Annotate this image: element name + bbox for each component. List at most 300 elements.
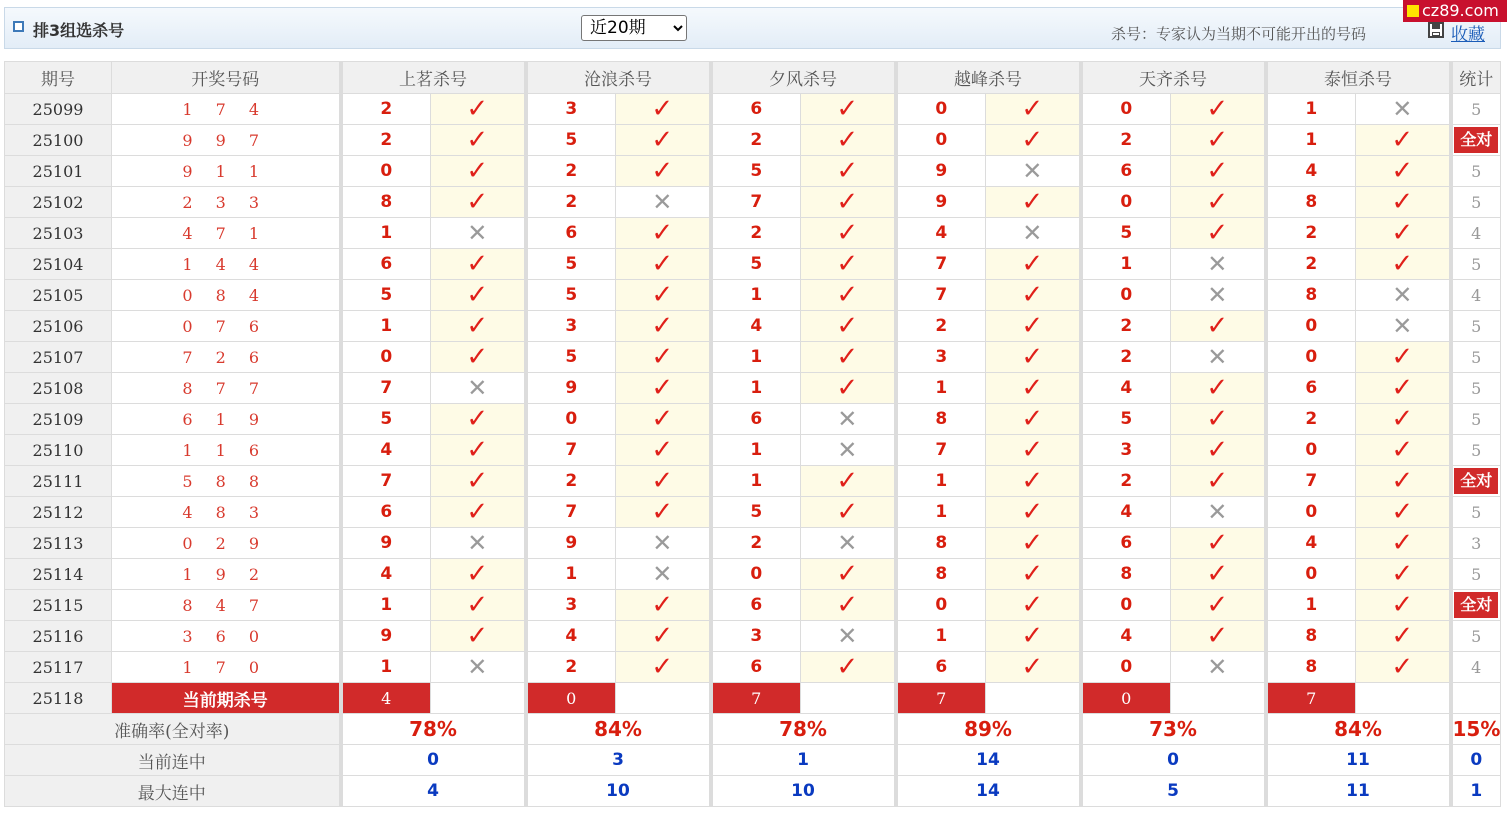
empty-cell xyxy=(986,683,1081,714)
issue-cell: 25099 xyxy=(5,94,112,125)
check-icon: ✓ xyxy=(801,497,896,528)
kill-number-cell: 8 xyxy=(1266,652,1356,683)
issue-cell: 25116 xyxy=(5,621,112,652)
kill-number-cell: 4 xyxy=(341,559,431,590)
kill-number-cell: 0 xyxy=(1081,280,1171,311)
kill-number-cell: 4 xyxy=(711,311,801,342)
check-icon: ✓ xyxy=(801,156,896,187)
current-kill-number: 7 xyxy=(711,683,801,714)
kill-number-cell: 1 xyxy=(896,373,986,404)
draw-number-cell: 1 1 6 xyxy=(112,435,341,466)
check-icon: ✓ xyxy=(986,373,1081,404)
kill-number-cell: 1 xyxy=(711,280,801,311)
check-icon: ✓ xyxy=(616,590,711,621)
check-icon: ✓ xyxy=(986,280,1081,311)
cross-icon: ✕ xyxy=(1171,342,1266,373)
check-icon: ✓ xyxy=(1171,559,1266,590)
stat-cell: 5 xyxy=(1451,559,1501,590)
kill-number-cell: 2 xyxy=(526,466,616,497)
table-row xyxy=(5,559,1501,590)
check-icon: ✓ xyxy=(801,94,896,125)
kill-number-cell: 2 xyxy=(711,218,801,249)
check-icon: ✓ xyxy=(986,621,1081,652)
check-icon: ✓ xyxy=(801,342,896,373)
check-icon: ✓ xyxy=(1356,590,1451,621)
issue-cell: 25112 xyxy=(5,497,112,528)
check-icon: ✓ xyxy=(1171,528,1266,559)
issue-cell: 25104 xyxy=(5,249,112,280)
stat-cell: 5 xyxy=(1451,621,1501,652)
kill-number-cell: 8 xyxy=(1266,187,1356,218)
check-icon: ✓ xyxy=(431,311,526,342)
summary-label: 当前连中 xyxy=(5,745,341,776)
draw-number-cell: 4 8 3 xyxy=(112,497,341,528)
kill-number-cell: 5 xyxy=(711,497,801,528)
kill-number-cell: 2 xyxy=(526,187,616,218)
check-icon: ✓ xyxy=(616,435,711,466)
current-kill-label: 当前期杀号 xyxy=(112,683,341,714)
kill-number-cell: 1 xyxy=(1266,590,1356,621)
kill-number-cell: 3 xyxy=(1081,435,1171,466)
kill-number-cell: 2 xyxy=(1081,125,1171,156)
cross-icon: ✕ xyxy=(801,435,896,466)
kill-number-cell: 0 xyxy=(1266,435,1356,466)
draw-number-cell: 0 7 6 xyxy=(112,311,341,342)
check-icon: ✓ xyxy=(616,497,711,528)
kill-number-cell: 7 xyxy=(526,497,616,528)
issue-cell: 25100 xyxy=(5,125,112,156)
check-icon: ✓ xyxy=(431,94,526,125)
kill-number-cell: 8 xyxy=(896,559,986,590)
kill-number-cell: 2 xyxy=(711,528,801,559)
stat-cell: 5 xyxy=(1451,94,1501,125)
cross-icon: ✕ xyxy=(986,156,1081,187)
kill-number-cell: 7 xyxy=(711,187,801,218)
kill-number-cell: 7 xyxy=(1266,466,1356,497)
check-icon: ✓ xyxy=(1356,156,1451,187)
kill-number-cell: 3 xyxy=(526,590,616,621)
stat-cell: 4 xyxy=(1451,218,1501,249)
check-icon: ✓ xyxy=(1171,156,1266,187)
cross-icon: ✕ xyxy=(431,652,526,683)
summary-value: 11 xyxy=(1266,745,1451,776)
kill-number-cell: 2 xyxy=(341,125,431,156)
stat-cell: 5 xyxy=(1451,249,1501,280)
kill-note: 杀号：专家认为当期不可能开出的号码 xyxy=(1111,25,1367,43)
accuracy-row xyxy=(5,714,1501,745)
current-period-row xyxy=(5,683,1501,714)
check-icon: ✓ xyxy=(1356,187,1451,218)
check-icon: ✓ xyxy=(801,559,896,590)
check-icon: ✓ xyxy=(616,311,711,342)
cross-icon: ✕ xyxy=(431,373,526,404)
draw-number-cell: 4 7 1 xyxy=(112,218,341,249)
issue-cell: 25103 xyxy=(5,218,112,249)
kill-number-cell: 0 xyxy=(711,559,801,590)
table-row xyxy=(5,435,1501,466)
check-icon: ✓ xyxy=(616,94,711,125)
kill-number-cell: 0 xyxy=(1081,590,1171,621)
issue-cell: 25106 xyxy=(5,311,112,342)
kill-number-cell: 9 xyxy=(896,156,986,187)
empty-cell xyxy=(1451,683,1501,714)
check-icon: ✓ xyxy=(801,466,896,497)
col-expert-2: 沧浪杀号 xyxy=(526,62,711,94)
draw-number-cell: 8 4 7 xyxy=(112,590,341,621)
kill-number-cell: 6 xyxy=(711,404,801,435)
kill-number-cell: 5 xyxy=(1081,404,1171,435)
kill-number-cell: 5 xyxy=(526,249,616,280)
summary-stat: 0 xyxy=(1451,745,1501,776)
draw-number-cell: 9 9 7 xyxy=(112,125,341,156)
kill-number-cell: 6 xyxy=(341,249,431,280)
kill-number-cell: 4 xyxy=(341,435,431,466)
kill-table xyxy=(4,61,1501,807)
cross-icon: ✕ xyxy=(1356,94,1451,125)
table-row xyxy=(5,590,1501,621)
summary-value: 78% xyxy=(711,714,896,745)
draw-number-cell: 0 2 9 xyxy=(112,528,341,559)
check-icon: ✓ xyxy=(616,466,711,497)
kill-number-cell: 9 xyxy=(526,528,616,559)
kill-number-cell: 6 xyxy=(896,652,986,683)
kill-number-cell: 7 xyxy=(896,435,986,466)
draw-number-cell: 1 7 0 xyxy=(112,652,341,683)
check-icon: ✓ xyxy=(616,621,711,652)
cross-icon: ✕ xyxy=(616,187,711,218)
stat-cell: 5 xyxy=(1451,156,1501,187)
check-icon: ✓ xyxy=(431,466,526,497)
kill-number-cell: 6 xyxy=(711,590,801,621)
kill-number-cell: 1 xyxy=(341,652,431,683)
summary-value: 5 xyxy=(1081,776,1266,807)
draw-number-cell: 7 2 6 xyxy=(112,342,341,373)
check-icon: ✓ xyxy=(801,373,896,404)
summary-value: 4 xyxy=(341,776,526,807)
brand-square-icon xyxy=(1407,5,1419,17)
cross-icon: ✕ xyxy=(616,528,711,559)
check-icon: ✓ xyxy=(1356,435,1451,466)
brand-text: cz89.com xyxy=(1422,1,1499,20)
kill-number-cell: 2 xyxy=(341,94,431,125)
check-icon: ✓ xyxy=(986,528,1081,559)
period-select[interactable] xyxy=(581,15,687,41)
col-stat: 统计 xyxy=(1451,62,1501,94)
kill-number-cell: 5 xyxy=(341,280,431,311)
kill-number-cell: 0 xyxy=(526,404,616,435)
save-icon[interactable] xyxy=(1428,22,1444,38)
issue-cell: 25113 xyxy=(5,528,112,559)
draw-number-cell: 9 1 1 xyxy=(112,156,341,187)
check-icon: ✓ xyxy=(1356,218,1451,249)
current-kill-number: 4 xyxy=(341,683,431,714)
empty-cell xyxy=(1356,683,1451,714)
kill-number-cell: 0 xyxy=(341,156,431,187)
kill-number-cell: 4 xyxy=(896,218,986,249)
check-icon: ✓ xyxy=(616,280,711,311)
summary-value: 78% xyxy=(341,714,526,745)
kill-number-cell: 1 xyxy=(711,373,801,404)
table-row xyxy=(5,311,1501,342)
table-row xyxy=(5,621,1501,652)
kill-number-cell: 0 xyxy=(1081,94,1171,125)
kill-number-cell: 6 xyxy=(711,94,801,125)
col-expert-6: 泰恒杀号 xyxy=(1266,62,1451,94)
kill-number-cell: 1 xyxy=(341,590,431,621)
table-row xyxy=(5,280,1501,311)
kill-number-cell: 0 xyxy=(1081,187,1171,218)
kill-number-cell: 9 xyxy=(341,528,431,559)
draw-number-cell: 1 4 4 xyxy=(112,249,341,280)
stat-cell xyxy=(1451,590,1501,621)
check-icon: ✓ xyxy=(986,590,1081,621)
kill-number-cell: 0 xyxy=(896,590,986,621)
kill-number-cell: 0 xyxy=(341,342,431,373)
kill-number-cell: 2 xyxy=(711,125,801,156)
check-icon: ✓ xyxy=(431,249,526,280)
kill-number-cell: 2 xyxy=(1266,218,1356,249)
stat-cell: 5 xyxy=(1451,311,1501,342)
kill-number-cell: 0 xyxy=(1266,311,1356,342)
current-kill-number: 0 xyxy=(1081,683,1171,714)
kill-number-cell: 2 xyxy=(1081,342,1171,373)
top-bar xyxy=(4,7,1501,49)
issue-cell: 25107 xyxy=(5,342,112,373)
kill-number-cell: 8 xyxy=(1266,621,1356,652)
stat-cell: 5 xyxy=(1451,404,1501,435)
kill-number-cell: 4 xyxy=(526,621,616,652)
check-icon: ✓ xyxy=(616,342,711,373)
kill-number-cell: 9 xyxy=(526,373,616,404)
check-icon: ✓ xyxy=(1356,497,1451,528)
table-row xyxy=(5,497,1501,528)
check-icon: ✓ xyxy=(1356,559,1451,590)
stat-cell xyxy=(1451,125,1501,156)
draw-number-cell: 1 7 4 xyxy=(112,94,341,125)
table-row xyxy=(5,342,1501,373)
stat-cell: 5 xyxy=(1451,342,1501,373)
stat-cell xyxy=(1451,466,1501,497)
current-streak-row xyxy=(5,745,1501,776)
stat-cell: 5 xyxy=(1451,435,1501,466)
cross-icon: ✕ xyxy=(986,218,1081,249)
kill-number-cell: 1 xyxy=(341,311,431,342)
check-icon: ✓ xyxy=(801,280,896,311)
kill-number-cell: 2 xyxy=(1081,311,1171,342)
check-icon: ✓ xyxy=(986,559,1081,590)
issue-cell: 25108 xyxy=(5,373,112,404)
col-draw: 开奖号码 xyxy=(112,62,341,94)
kill-number-cell: 1 xyxy=(896,621,986,652)
check-icon: ✓ xyxy=(801,218,896,249)
check-icon: ✓ xyxy=(986,404,1081,435)
check-icon: ✓ xyxy=(1171,590,1266,621)
col-expert-3: 夕风杀号 xyxy=(711,62,896,94)
check-icon: ✓ xyxy=(431,590,526,621)
draw-number-cell: 2 3 3 xyxy=(112,187,341,218)
kill-number-cell: 7 xyxy=(341,466,431,497)
issue-cell: 25109 xyxy=(5,404,112,435)
kill-number-cell: 1 xyxy=(341,218,431,249)
check-icon: ✓ xyxy=(1171,621,1266,652)
issue-cell: 25111 xyxy=(5,466,112,497)
summary-value: 73% xyxy=(1081,714,1266,745)
check-icon: ✓ xyxy=(1171,125,1266,156)
check-icon: ✓ xyxy=(616,125,711,156)
kill-number-cell: 2 xyxy=(1266,249,1356,280)
check-icon: ✓ xyxy=(986,652,1081,683)
check-icon: ✓ xyxy=(1356,342,1451,373)
cross-icon: ✕ xyxy=(801,621,896,652)
kill-number-cell: 6 xyxy=(1081,156,1171,187)
kill-number-cell: 2 xyxy=(526,156,616,187)
kill-number-cell: 1 xyxy=(1266,125,1356,156)
kill-number-cell: 3 xyxy=(711,621,801,652)
issue-cell: 25115 xyxy=(5,590,112,621)
check-icon: ✓ xyxy=(986,466,1081,497)
cross-icon: ✕ xyxy=(1171,249,1266,280)
kill-number-cell: 6 xyxy=(711,652,801,683)
issue-cell: 25118 xyxy=(5,683,112,714)
all-correct-badge: 全对 xyxy=(1454,127,1498,153)
empty-cell xyxy=(616,683,711,714)
empty-cell xyxy=(431,683,526,714)
check-icon: ✓ xyxy=(1356,466,1451,497)
table-row xyxy=(5,404,1501,435)
cross-icon: ✕ xyxy=(801,404,896,435)
cross-icon: ✕ xyxy=(801,528,896,559)
check-icon: ✓ xyxy=(1356,373,1451,404)
kill-number-cell: 4 xyxy=(1266,156,1356,187)
check-icon: ✓ xyxy=(1356,528,1451,559)
check-icon: ✓ xyxy=(431,559,526,590)
kill-number-cell: 8 xyxy=(896,528,986,559)
check-icon: ✓ xyxy=(431,280,526,311)
table-row xyxy=(5,94,1501,125)
summary-value: 14 xyxy=(896,776,1081,807)
kill-number-cell: 5 xyxy=(1081,218,1171,249)
kill-number-cell: 2 xyxy=(526,652,616,683)
issue-cell: 25101 xyxy=(5,156,112,187)
cross-icon: ✕ xyxy=(1171,497,1266,528)
issue-cell: 25102 xyxy=(5,187,112,218)
kill-number-cell: 4 xyxy=(1266,528,1356,559)
summary-value: 14 xyxy=(896,745,1081,776)
check-icon: ✓ xyxy=(1171,218,1266,249)
check-icon: ✓ xyxy=(431,435,526,466)
summary-value: 11 xyxy=(1266,776,1451,807)
check-icon: ✓ xyxy=(801,249,896,280)
kill-number-cell: 2 xyxy=(1081,466,1171,497)
draw-number-cell: 6 1 9 xyxy=(112,404,341,435)
check-icon: ✓ xyxy=(986,187,1081,218)
kill-number-cell: 5 xyxy=(711,249,801,280)
kill-number-cell: 1 xyxy=(711,342,801,373)
issue-cell: 25114 xyxy=(5,559,112,590)
check-icon: ✓ xyxy=(801,125,896,156)
current-kill-number: 7 xyxy=(1266,683,1356,714)
table-row xyxy=(5,156,1501,187)
check-icon: ✓ xyxy=(1171,94,1266,125)
stat-cell: 5 xyxy=(1451,497,1501,528)
kill-number-cell: 0 xyxy=(896,94,986,125)
kill-number-cell: 8 xyxy=(1081,559,1171,590)
draw-number-cell: 8 7 7 xyxy=(112,373,341,404)
check-icon: ✓ xyxy=(986,125,1081,156)
kill-number-cell: 2 xyxy=(1266,404,1356,435)
col-expert-5: 天齐杀号 xyxy=(1081,62,1266,94)
issue-cell: 25117 xyxy=(5,652,112,683)
check-icon: ✓ xyxy=(431,187,526,218)
stat-cell: 4 xyxy=(1451,280,1501,311)
cross-icon: ✕ xyxy=(1356,311,1451,342)
summary-stat: 15% xyxy=(1451,714,1501,745)
table-row xyxy=(5,249,1501,280)
summary-value: 1 xyxy=(711,745,896,776)
kill-number-cell: 1 xyxy=(1081,249,1171,280)
check-icon: ✓ xyxy=(431,125,526,156)
favorite-link[interactable]: 收藏 xyxy=(1451,25,1485,45)
kill-number-cell: 5 xyxy=(341,404,431,435)
check-icon: ✓ xyxy=(1171,466,1266,497)
cross-icon: ✕ xyxy=(1356,280,1451,311)
stat-cell: 3 xyxy=(1451,528,1501,559)
table-row xyxy=(5,125,1501,156)
kill-number-cell: 9 xyxy=(896,187,986,218)
checkbox-icon xyxy=(13,21,24,32)
current-kill-number: 0 xyxy=(526,683,616,714)
draw-number-cell: 1 9 2 xyxy=(112,559,341,590)
kill-number-cell: 1 xyxy=(711,435,801,466)
draw-number-cell: 0 8 4 xyxy=(112,280,341,311)
check-icon: ✓ xyxy=(1171,404,1266,435)
col-expert-4: 越峰杀号 xyxy=(896,62,1081,94)
cross-icon: ✕ xyxy=(431,528,526,559)
kill-number-cell: 6 xyxy=(341,497,431,528)
kill-number-cell: 0 xyxy=(1081,652,1171,683)
check-icon: ✓ xyxy=(1356,249,1451,280)
brand-logo xyxy=(1403,0,1507,22)
check-icon: ✓ xyxy=(431,342,526,373)
table-row xyxy=(5,528,1501,559)
check-icon: ✓ xyxy=(1171,435,1266,466)
col-expert-1: 上茗杀号 xyxy=(341,62,526,94)
col-issue: 期号 xyxy=(5,62,112,94)
check-icon: ✓ xyxy=(986,311,1081,342)
check-icon: ✓ xyxy=(1356,125,1451,156)
stat-cell: 5 xyxy=(1451,373,1501,404)
summary-value: 84% xyxy=(526,714,711,745)
summary-value: 0 xyxy=(1081,745,1266,776)
summary-label: 最大连中 xyxy=(5,776,341,807)
kill-number-cell: 0 xyxy=(1266,342,1356,373)
kill-number-cell: 9 xyxy=(341,621,431,652)
kill-number-cell: 8 xyxy=(896,404,986,435)
stat-cell: 5 xyxy=(1451,187,1501,218)
kill-number-cell: 0 xyxy=(1266,559,1356,590)
all-correct-badge: 全对 xyxy=(1454,468,1498,494)
check-icon: ✓ xyxy=(1171,373,1266,404)
kill-number-cell: 6 xyxy=(1266,373,1356,404)
cross-icon: ✕ xyxy=(1171,280,1266,311)
kill-number-cell: 4 xyxy=(1081,497,1171,528)
kill-number-cell: 1 xyxy=(526,559,616,590)
kill-number-cell: 6 xyxy=(526,218,616,249)
kill-number-cell: 7 xyxy=(341,373,431,404)
current-kill-number: 7 xyxy=(896,683,986,714)
summary-value: 0 xyxy=(341,745,526,776)
summary-label: 准确率(全对率) xyxy=(5,714,341,745)
